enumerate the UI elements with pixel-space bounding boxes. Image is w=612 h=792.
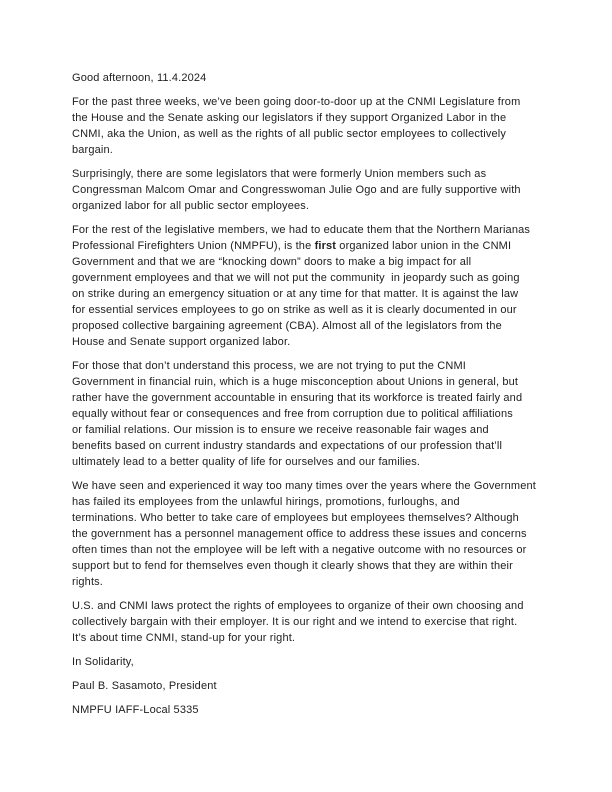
paragraph	[72, 478, 558, 590]
text-line: In Solidarity,	[72, 656, 134, 668]
paragraph	[72, 654, 558, 670]
text-line: the government has a personnel management office to address these issues and concerns	[72, 528, 527, 540]
text-line: Good afternoon, 11.4.2024	[72, 72, 207, 84]
text-line: organized labor for all public sector employees.	[72, 200, 310, 212]
text-line: House and Senate support organized labor.	[72, 336, 291, 348]
text-line: For the rest of the legislative members, we had to educate them that the Northern Marianas	[72, 224, 531, 236]
text-line: CNMI, aka the Union, as well as the rights of all public sector employees to collectively	[72, 128, 506, 140]
text-line: Government and that we are “knocking down” doors to make a big impact for all	[72, 256, 472, 268]
text-line: Paul B. Sasamoto, President	[72, 680, 217, 692]
text-line: We have seen and experienced it way too many times over the years where the Government	[72, 480, 536, 492]
text-line: on strike during an emergency situation or at any time for that matter. It is against the law	[72, 288, 519, 300]
text-line: often times than not the employee will be left with a negative outcome with no resources or	[72, 544, 527, 556]
paragraph	[72, 678, 558, 694]
text-line: U.S. and CNMI laws protect the rights of employees to organize of their own choosing and	[72, 600, 524, 612]
paragraph	[72, 166, 558, 214]
text-line: For those that don’t understand this process, we are not trying to put the CNMI	[72, 360, 466, 372]
paragraph	[72, 358, 558, 470]
text-line: has failed its employees from the unlawful hirings, promotions, furloughs, and	[72, 496, 460, 508]
text-line: NMPFU IAFF-Local 5335	[72, 704, 199, 716]
text-line: rather have the government accountable in ensuring that its workforce is treated fairly and	[72, 392, 523, 404]
text-line: bargain.	[72, 144, 113, 156]
text-line: ultimately lead to a better quality of life for ourselves and our families.	[72, 456, 421, 468]
text-line: benefits based on current industry standards and expectations of our profession that’ll	[72, 440, 503, 452]
text-line: collectively bargain with their employer. It is our right and we intend to exercise that right.	[72, 616, 518, 628]
paragraph	[72, 222, 558, 350]
paragraph	[72, 702, 558, 718]
text-line: Congressman Malcom Omar and Congresswoman Julie Ogo and are fully supportive with	[72, 184, 521, 196]
text-line: Professional Firefighters Union (NMPFU), is the first organized labor union in the CNMI	[72, 240, 512, 252]
text-line: equally without fear or consequences and free from corruption due to political affiliations	[72, 408, 513, 420]
text-line: or familial relations. Our mission is to ensure we receive reasonable fair wages and	[72, 424, 489, 436]
text-line: Government in financial ruin, which is a huge misconception about Unions in general, but	[72, 376, 519, 388]
paragraph	[72, 70, 558, 86]
text-line: It’s about time CNMI, stand-up for your right.	[72, 632, 296, 644]
text-line: government employees and that we will not put the community in jeopardy such as going	[72, 272, 520, 284]
text-line: For the past three weeks, we’ve been going door-to-door up at the CNMI Legislature from	[72, 96, 521, 108]
text-line: the House and the Senate asking our legislators if they support Organized Labor in the	[72, 112, 507, 124]
text-line: support but to fend for themselves even though it clearly shows that they are within their	[72, 560, 513, 572]
text-line: proposed collective bargaining agreement (CBA). Almost all of the legislators from the	[72, 320, 502, 332]
text-line: Surprisingly, there are some legislators that were formerly Union members such as	[72, 168, 487, 180]
text-line: for essential services employees to go on strike as well as it is clearly documented in our	[72, 304, 517, 316]
letter-body	[72, 70, 558, 726]
paragraph	[72, 598, 558, 646]
paragraph	[72, 94, 558, 158]
text-line: rights.	[72, 576, 104, 588]
text-line: terminations. Who better to take care of employees but employees themselves? Although	[72, 512, 519, 524]
